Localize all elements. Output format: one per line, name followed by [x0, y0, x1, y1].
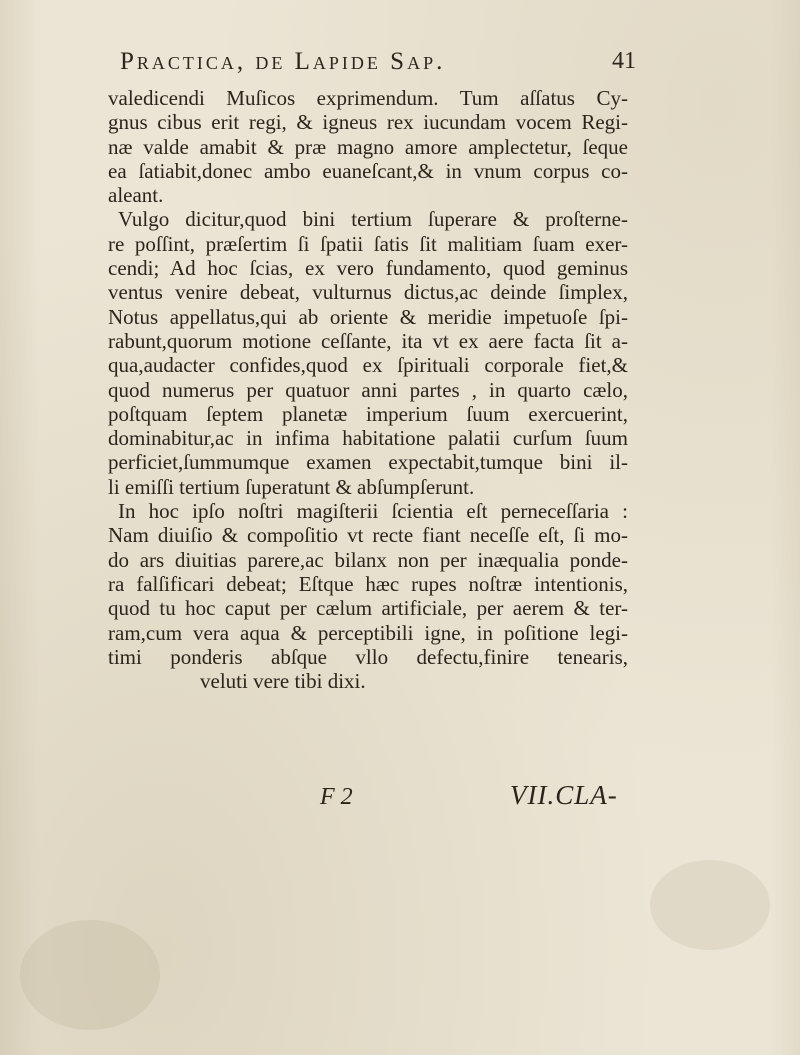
- text-line: quod numerus per quatuor anni partes , in quarto cælo,: [108, 377, 628, 402]
- text-line: li emiſſi tertium ſuperatunt & abſumpſerunt.: [108, 474, 475, 499]
- text-line: dominabitur,ac in infima habitatione palatii curſum ſuum: [108, 426, 628, 451]
- signature-mark: F 2: [320, 784, 353, 810]
- text-line: veluti vere tibi dixi.: [200, 669, 366, 694]
- paper-stain: [20, 920, 160, 1030]
- text-line: quod tu hoc caput per cælum artificiale, per aerem & ter-: [108, 596, 628, 621]
- text-line: timi ponderis abſque vllo defectu,finire tenearis,: [108, 644, 628, 669]
- text-line: næ valde amabit & præ magno amore amplectetur, ſeque: [108, 134, 628, 159]
- text-line: gnus cibus erit regi, & igneus rex iucundam vocem Regi-: [108, 110, 628, 135]
- text-line: do ars diuitias parere,ac bilanx non per inæqualia ponde-: [108, 547, 628, 572]
- text-line: rabunt,quorum motione ceſſante, ita vt ex aere facta ſit a-: [108, 328, 628, 353]
- running-title: Practica, de Lapide Sap.: [120, 48, 446, 75]
- body-text: [108, 86, 628, 693]
- text-line: re poſſint, præſertim ſi ſpatii ſatis ſit malitiam ſuam exer-: [108, 231, 628, 256]
- text-line: ram,cum vera aqua & perceptibili igne, in poſitione legi-: [108, 620, 628, 645]
- text-line: Notus appellatus,qui ab oriente & meridie impetuoſe ſpi-: [108, 304, 628, 329]
- text-line: In hoc ipſo noſtri magiſterii ſcientia eſt perneceſſaria :: [118, 499, 628, 524]
- paper-stain: [650, 860, 770, 950]
- text-line: ra falſificari debeat; Eſtque hæc rupes noſtræ intentionis,: [108, 571, 628, 596]
- text-line: Nam diuiſio & compoſitio vt recte fiant neceſſe eſt, ſi mo-: [108, 523, 628, 548]
- page-header: [120, 48, 640, 84]
- text-line: perficiet,ſummumque examen expectabit,tumque bini il-: [108, 450, 628, 475]
- text-line: Vulgo dicitur,quod bini tertium ſuperare & proſterne-: [118, 207, 628, 232]
- text-line: ventus venire debeat, vulturnus dictus,ac deinde ſimplex,: [108, 280, 628, 305]
- text-line: poſtquam ſeptem planetæ imperium ſuum exercuerint,: [108, 401, 628, 426]
- text-line: cendi; Ad hoc ſcias, ex vero fundamento, quod geminus: [108, 256, 628, 281]
- text-line: aleant.: [108, 183, 164, 208]
- text-line: qua,audacter confides,quod ex ſpirituali corporale fiet,&: [108, 353, 628, 378]
- text-line: valedicendi Muſicos exprimendum. Tum aſſatus Cy-: [108, 86, 628, 110]
- catchword: VII.CLA-: [510, 780, 618, 810]
- text-line: ea ſatiabit,donec ambo euaneſcant,& in vnum corpus co-: [108, 158, 628, 183]
- page-number: 41: [612, 48, 636, 74]
